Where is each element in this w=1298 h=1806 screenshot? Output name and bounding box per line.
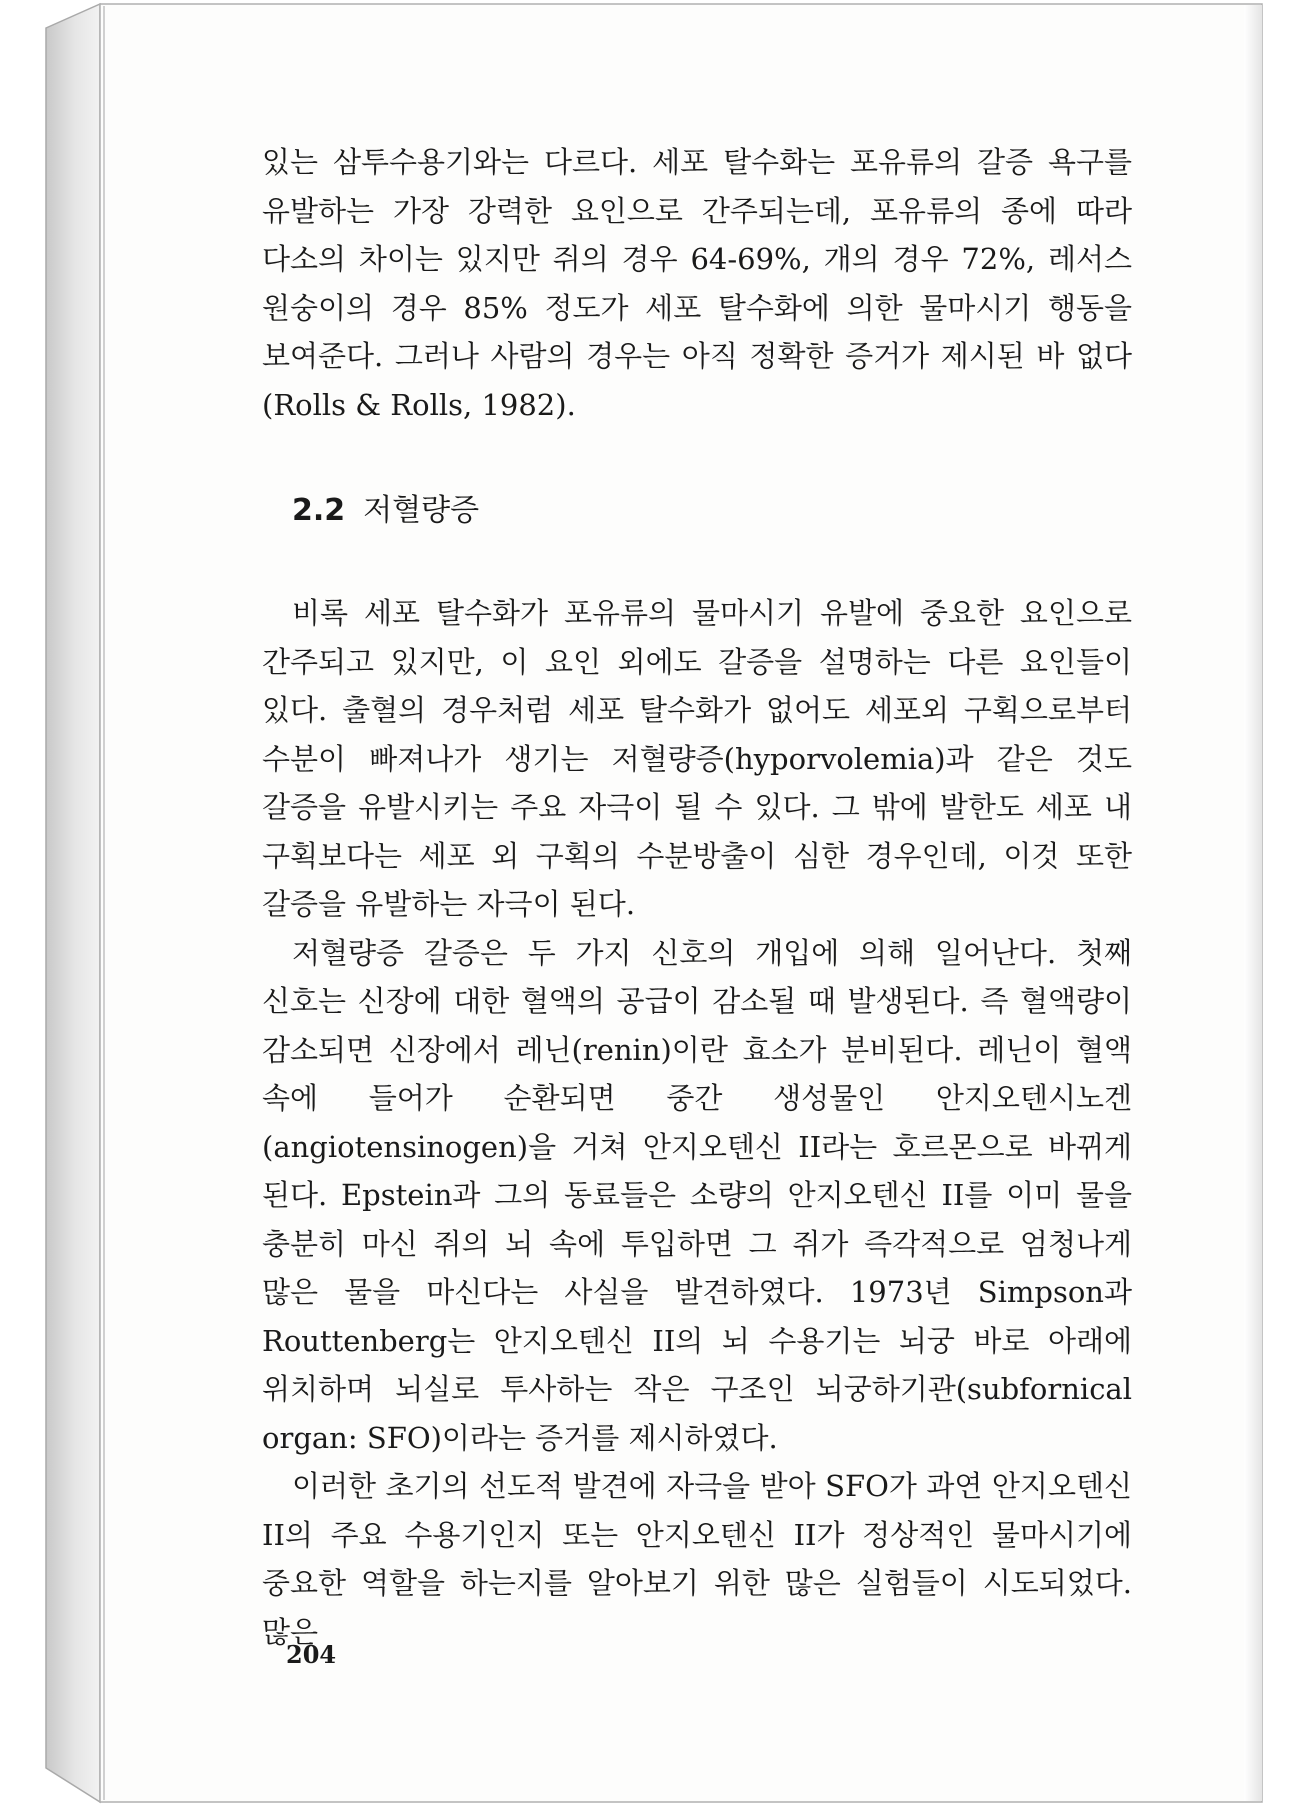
paragraph-3: 저혈량증 갈증은 두 가지 신호의 개입에 의해 일어난다. 첫째 신호는 신장에 대한 혈액의 공급이 감소될 때 발생된다. 즉 혈액량이 감소되면 신장에서 레닌(renin)이란 효소가 분비된다. 레닌이 혈액 속에 들어가 순환되면 중간 생성물인 안지오텐시노겐(angiotensinogen)을 거쳐 안지오텐신 II라는 호르몬으로 바뀌게 된다. Epstein과 그의 동료들은 소량의 안지오텐신 II를 이미 물을 충분히 마신 쥐의 뇌 속에 투입하면 그 쥐가 즉각적으로 엄청나게 많은 물을 마신다는 사실을 발견하였다. 1973년 Simpson과 Routtenberg는 안지오텐신 II의 뇌 수용기는 뇌궁 바로 아래에 위치하며 뇌실로 투사하는 작은 구조인 뇌궁하기관(subfornical organ: SFO)이라는 증거를 제시하였다. (262, 935, 1132, 1455)
page-body (262, 138, 1132, 1656)
paragraph-1: 있는 삼투수용기와는 다르다. 세포 탈수화는 포유류의 갈증 욕구를 유발하는 가장 강력한 요인으로 간주되는데, 포유류의 종에 따라 다소의 차이는 있지만 쥐의 경우 64-69%, 개의 경우 72%, 레서스 원숭이의 경우 85% 정도가 세포 탈수화에 의한 물마시기 행동을 보여준다. 그러나 사람의 경우는 아직 정확한 증거가 제시된 바 없다(Rolls & Rolls, 1982). (262, 145, 1132, 422)
page-right-shade (1244, 5, 1262, 1801)
section-heading (292, 491, 1132, 531)
section-number: 2.2 (292, 493, 346, 528)
page-number: 204 (286, 1640, 337, 1669)
book-spine (46, 4, 100, 1802)
paragraph-2: 비록 세포 탈수화가 포유류의 물마시기 유발에 중요한 요인으로 간주되고 있지만, 이 요인 외에도 갈증을 설명하는 다른 요인들이 있다. 출혈의 경우처럼 세포 탈수화가 없어도 세포외 구획으로부터 수분이 빠져나가 생기는 저혈량증(hyporvolemia)과 같은 것도 갈증을 유발시키는 주요 자극이 될 수 있다. 그 밖에 발한도 세포 내 구획보다는 세포 외 구획의 수분방출이 심한 경우인데, 이것 또한 갈증을 유발하는 자극이 된다. (262, 596, 1132, 921)
section-title: 저혈량증 (363, 493, 480, 528)
paragraph-4: 이러한 초기의 선도적 발견에 자극을 받아 SFO가 과연 안지오텐신 II의 주요 수용기인지 또는 안지오텐신 II가 정상적인 물마시기에 중요한 역할을 하는지를 알아보기 위한 많은 실험들이 시도되었다. 많은 (262, 1469, 1132, 1649)
